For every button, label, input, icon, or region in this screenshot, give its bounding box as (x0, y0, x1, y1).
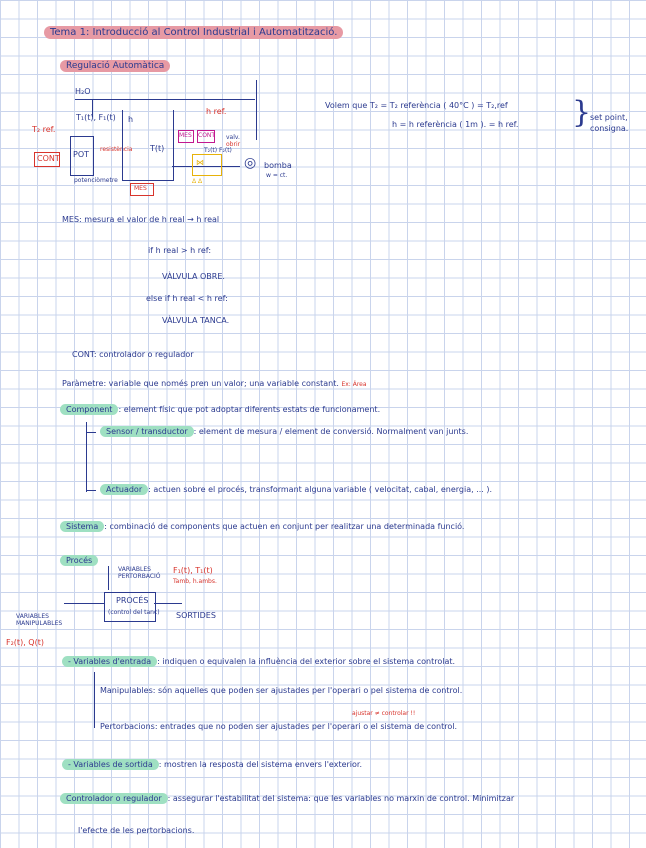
var-pert-values-2: Tamb, h.ambs. (173, 578, 217, 585)
mes-rule-line: MES: mesura el valor de h real → h real (62, 215, 220, 224)
section-title: Regulació Automàtica (60, 60, 170, 72)
mes-rule-close: VÀLVULA TANCA. (162, 316, 230, 325)
tin-fin-label: T₁(t), F₁(t) (76, 113, 116, 122)
controlador-definition: Controlador o regulador : assegurar l'estabilitat del sistema: que les variables no marxin de control. Minimitzar (60, 794, 514, 804)
var-pertorbacio: VARIABLES PERTORBACIÓ (118, 566, 161, 580)
manip-arrow (64, 603, 104, 604)
cont-small-label: CONT (198, 132, 216, 139)
manip-definition: Manipulables: són aquelles que poden ser ajustades per l'operari o pel sistema de control. (100, 686, 463, 695)
sensor-tick (86, 432, 96, 433)
wall-line (256, 80, 257, 140)
pump-icon: ◎ (244, 155, 257, 171)
pert-definition: Pertorbacions: entrades que no poden ser ajustades per l'operari o el sistema de control. (100, 722, 458, 731)
mes-rule-elif: else if h real < h ref: (146, 294, 228, 303)
wct-label: w = ct. (266, 172, 288, 179)
tref-label: T₂ ref. (32, 125, 56, 134)
dist-label: Δ Δ (192, 178, 203, 185)
title-highlight: Tema 1: Introducció al Control Industrial i Automatització. (44, 26, 343, 39)
setpoint-line-1: Volem que T₂ = T₂ referència ( 40°C ) = T₂,ref (325, 101, 508, 110)
setpoint-brace: } (572, 95, 592, 130)
sortides-arrow (154, 603, 182, 604)
valve-icon: ⋈ (196, 158, 204, 167)
cont-label: CONT (37, 154, 60, 163)
inlet-pipe (75, 99, 255, 100)
pot-label: POT (73, 150, 90, 159)
sistema-definition: Sistema : combinació de components que actuen en conjunt per realitzar una determinada funció. (60, 522, 464, 532)
proces-box-sub: (control del tanc) (108, 609, 160, 616)
component-definition: Component : element físic que pot adoptar diferents estats de funcionament. (60, 405, 380, 415)
page-title (44, 26, 343, 40)
var-manip-values: F₂(t), Q(t) (6, 638, 44, 647)
obrir-label: obrir (226, 141, 241, 148)
var-pert-values: F₁(t), T₁(t) (173, 566, 213, 575)
mes-rule-if: if h real > h ref: (148, 246, 212, 255)
t2f2-label: T₂(t) F₂(t) (204, 147, 232, 154)
proces-heading: Procés (60, 556, 98, 566)
mes-label: MES (134, 185, 147, 192)
resistencia-label: resistència (100, 146, 133, 153)
actuador-definition: Actuador : actuen sobre el procés, transformant alguna variable ( velocitat, cabal, energia, ... ). (100, 485, 492, 495)
pert-arrow-line (108, 566, 109, 590)
potenciometre-label: potenciòmetre (74, 177, 118, 184)
ajustar-note: ajustar ≠ controlar !! (352, 710, 416, 717)
setpoint-line-2: h = h referència ( 1m ). = h ref. (392, 120, 519, 129)
bomba-label: bomba (264, 161, 292, 170)
cont-definition: CONT: controlador o regulador (72, 350, 194, 359)
sortida-definition: - Variables de sortida : mostren la resposta del sistema envers l'exterior. (62, 760, 362, 770)
h2o-label: H₂O (75, 87, 91, 96)
var-manipulables: VARIABLES MANIPULABLES (16, 613, 63, 627)
href-label: h ref. (206, 107, 227, 116)
tank-h-label: h (128, 115, 134, 124)
tank-temp-label: T(t) (150, 144, 165, 153)
proces-box-label: PROCÉS (116, 596, 149, 605)
component-label: Component (60, 404, 118, 415)
actuador-tick (86, 490, 96, 491)
parametre-definition: Paràmetre: variable que només pren un valor; una variable constant. Ex: Área (62, 379, 367, 388)
sortides-label: SORTIDES (176, 611, 216, 620)
entrada-definition: - Variables d'entrada : indiquen o equivalen la influència del exterior sobre el sistema controlat. (62, 657, 455, 667)
entrada-bracket (94, 672, 95, 728)
sensor-definition: Sensor / transductor : element de mesura / element de conversió. Normalment van junts. (100, 427, 468, 437)
valv-label: valv. (226, 134, 240, 141)
mes-small-label: MES (179, 132, 192, 139)
setpoint-label: set point, consigna. (590, 113, 629, 133)
controlador-definition-2: l'efecte de les pertorbacions. (78, 826, 195, 835)
mes-rule-open: VÀLVULA OBRE. (162, 272, 225, 281)
